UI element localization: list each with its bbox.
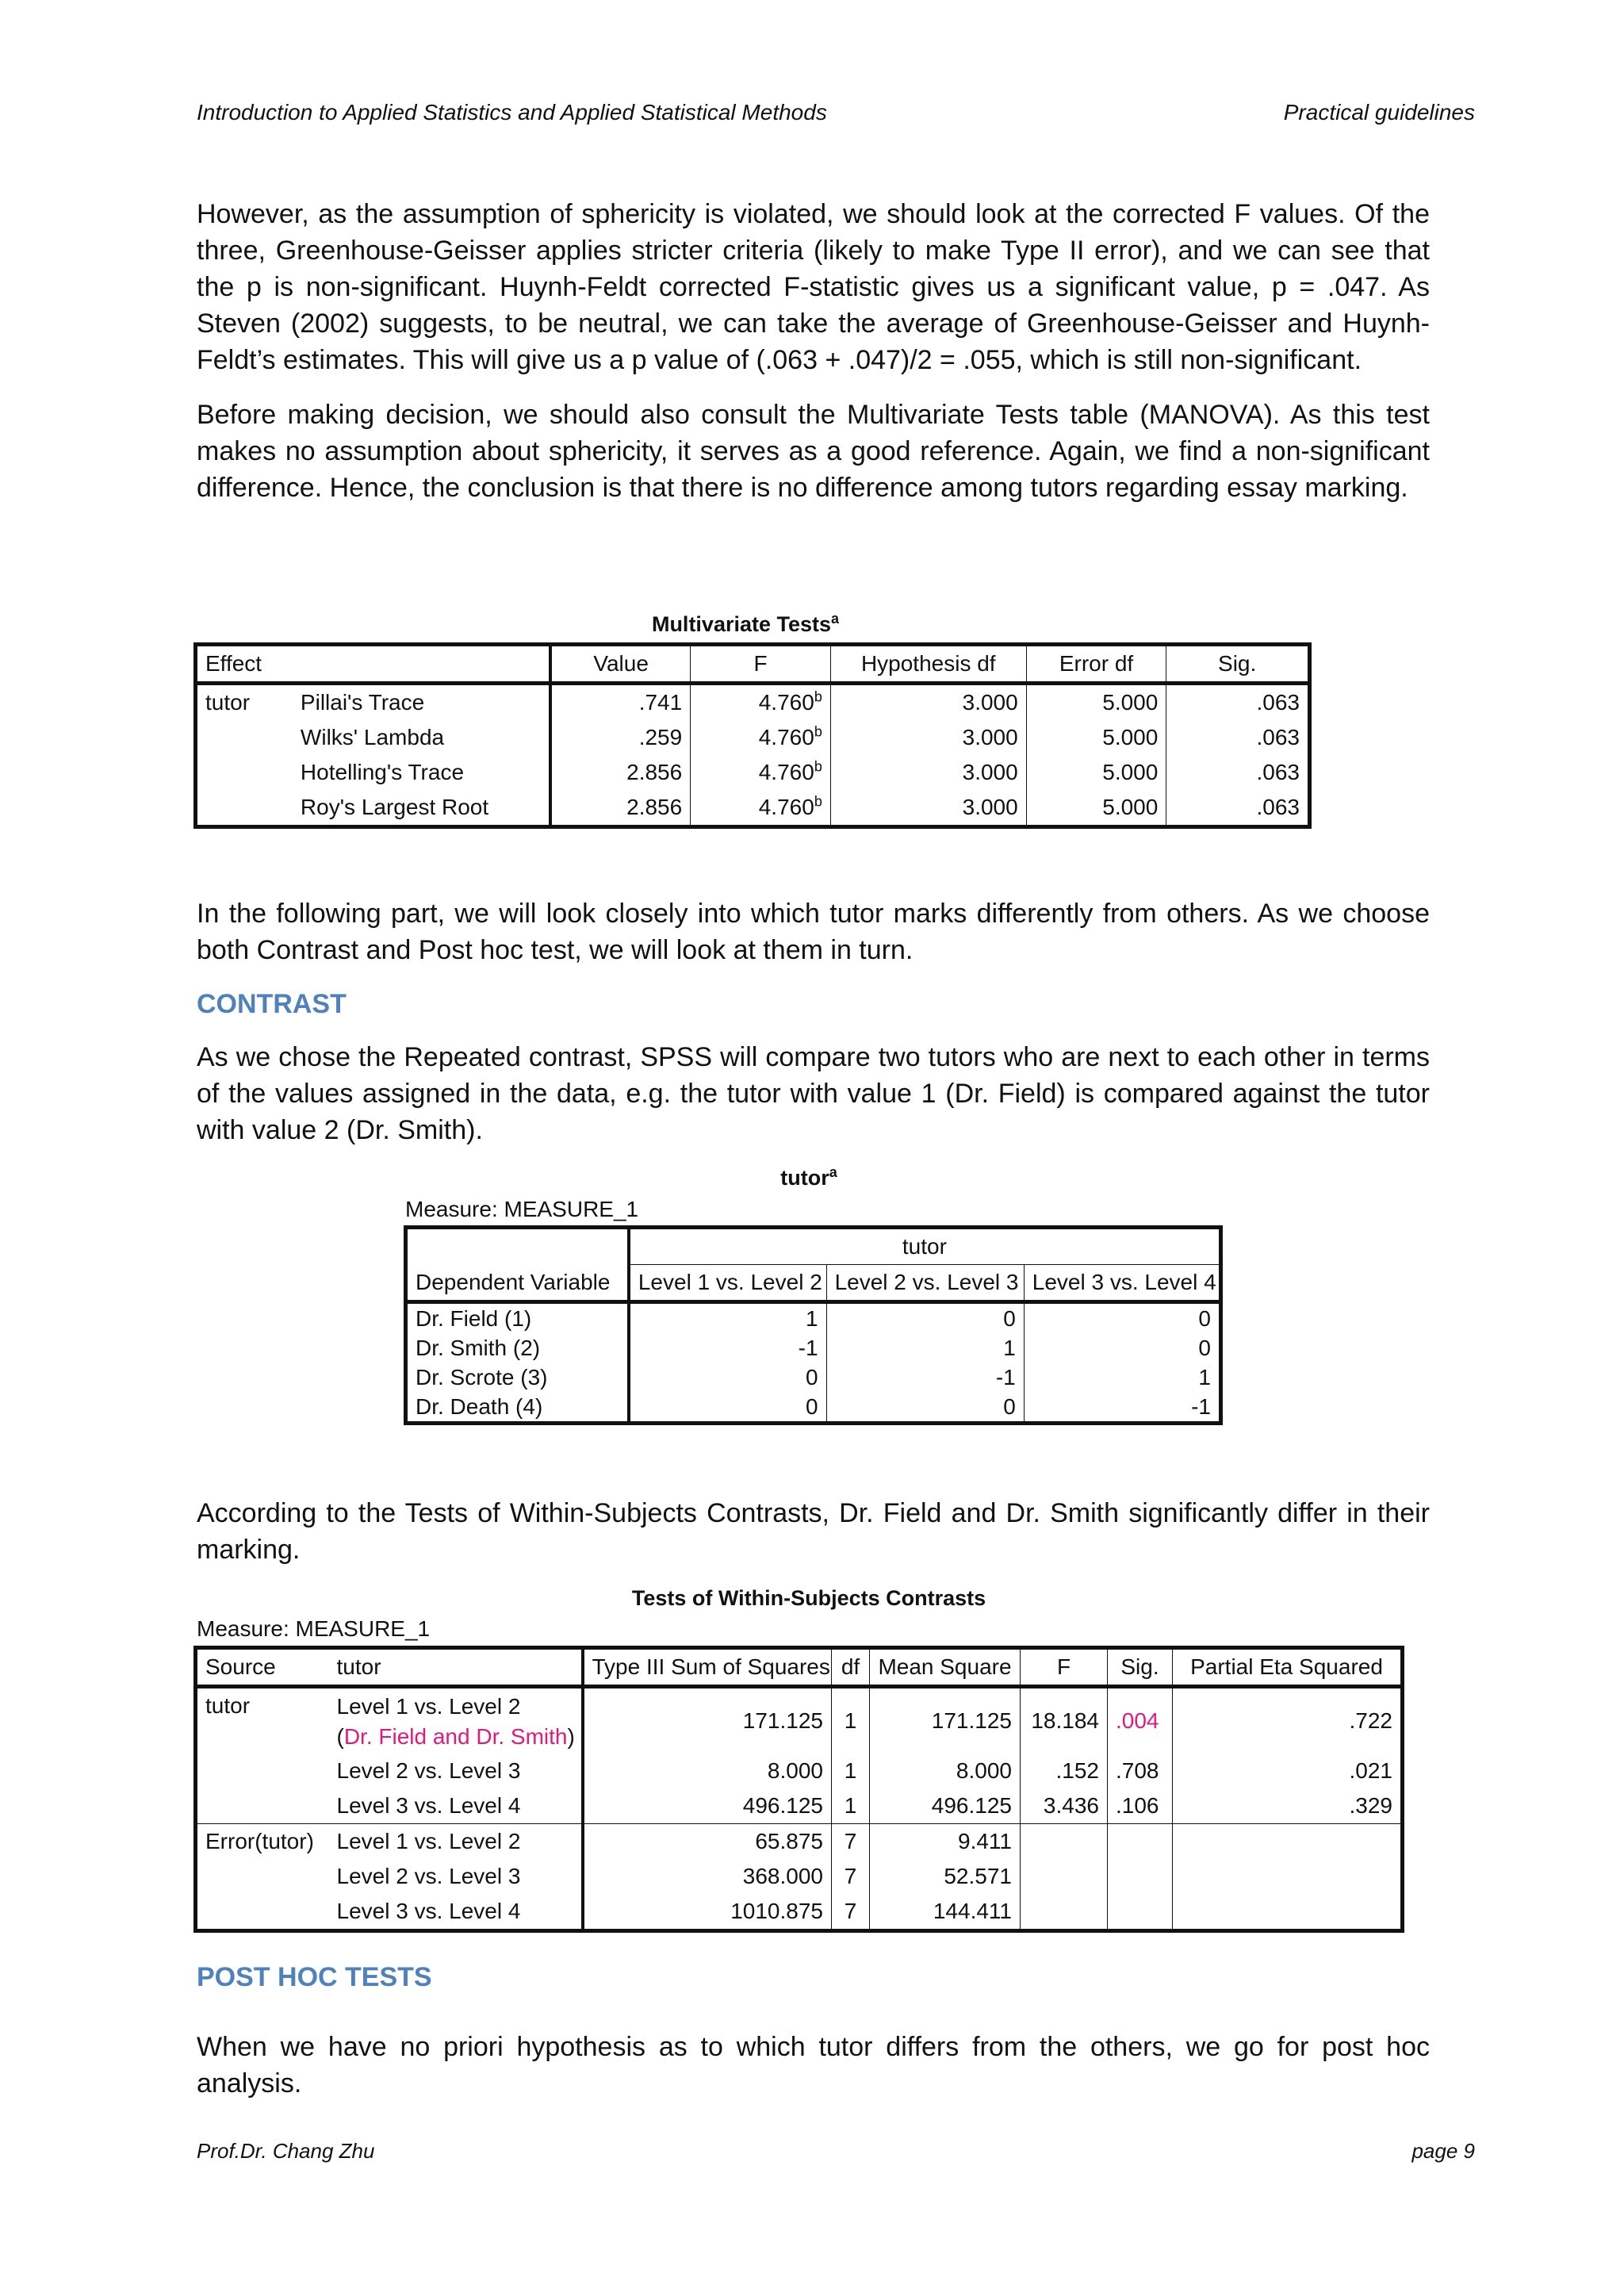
cell-f bbox=[691, 684, 831, 721]
contrast-header-row bbox=[406, 1265, 1221, 1302]
cell-error-df: 5.000 bbox=[1026, 790, 1166, 827]
cell-ss: 368.000 bbox=[583, 1859, 832, 1894]
contrast-measure-label: Measure: MEASURE_1 bbox=[405, 1197, 639, 1221]
cell-f: 3.436 bbox=[1021, 1788, 1108, 1824]
test-name: Pillai's Trace bbox=[300, 690, 425, 715]
cell-ms: 52.571 bbox=[870, 1859, 1021, 1894]
col-level3-vs-level4: Level 3 vs. Level 4 bbox=[1024, 1265, 1220, 1302]
source-error: Error(tutor) bbox=[205, 1828, 314, 1853]
cell-error-df: 5.000 bbox=[1026, 720, 1166, 755]
cell-ss: 8.000 bbox=[583, 1754, 832, 1788]
multivariate-title-text: Multivariate Tests bbox=[651, 612, 832, 636]
footer-author: Prof.Dr. Chang Zhu bbox=[197, 2139, 375, 2163]
cell-eta: .329 bbox=[1173, 1788, 1403, 1824]
dependent-variable-name: Dr. Scrote (3) bbox=[416, 1364, 548, 1389]
contrast-coefficient: 1 bbox=[629, 1302, 826, 1334]
cell-df: 1 bbox=[832, 1687, 870, 1754]
f-footnote: b bbox=[814, 793, 822, 810]
col-dependent-variable: Dependent Variable bbox=[416, 1269, 611, 1294]
col-mean-square: Mean Square bbox=[870, 1648, 1021, 1687]
table-row bbox=[406, 1392, 1221, 1424]
f-value: 4.760 bbox=[758, 795, 814, 819]
contrast-coefficient: 1 bbox=[826, 1333, 1024, 1363]
cell-sig: .708 bbox=[1108, 1754, 1173, 1788]
footer-page-number: page 9 bbox=[1411, 2139, 1475, 2163]
heading-contrast: CONTRAST bbox=[197, 989, 347, 1019]
cell-error-df: 5.000 bbox=[1026, 684, 1166, 721]
cell-f bbox=[691, 755, 831, 790]
note-open: ( bbox=[336, 1723, 344, 1749]
table-row bbox=[196, 1687, 1403, 1754]
dependent-variable-name: Dr. Death (4) bbox=[416, 1393, 543, 1419]
contrast-coefficient: 0 bbox=[1024, 1302, 1220, 1334]
col-df: df bbox=[832, 1648, 870, 1687]
within-header-row bbox=[196, 1648, 1403, 1687]
cell-value: 2.856 bbox=[550, 790, 691, 827]
contrast-group-header-row bbox=[406, 1228, 1221, 1265]
cell-hypothesis-df: 3.000 bbox=[830, 755, 1026, 790]
cell-f: 18.184 bbox=[1021, 1687, 1108, 1754]
cell-ss: 171.125 bbox=[583, 1687, 832, 1754]
cell-ms: 171.125 bbox=[870, 1687, 1021, 1754]
cell-ss: 65.875 bbox=[583, 1823, 832, 1859]
table-row bbox=[406, 1302, 1221, 1334]
multivariate-table-title bbox=[555, 612, 936, 637]
col-f: F bbox=[1021, 1648, 1108, 1687]
contrast-coefficient: 0 bbox=[629, 1392, 826, 1424]
cell-ms: 9.411 bbox=[870, 1823, 1021, 1859]
col-value: Value bbox=[550, 645, 691, 684]
cell-hypothesis-df: 3.000 bbox=[830, 790, 1026, 827]
col-sig: Sig. bbox=[1108, 1648, 1173, 1687]
contrast-coefficient: -1 bbox=[1024, 1392, 1220, 1424]
f-footnote: b bbox=[814, 758, 822, 775]
note-highlight: Dr. Field and Dr. Smith bbox=[343, 1723, 568, 1749]
contrast-title-footnote: a bbox=[829, 1164, 837, 1180]
col-level1-vs-level2: Level 1 vs. Level 2 bbox=[629, 1265, 826, 1302]
cell-f: .152 bbox=[1021, 1754, 1108, 1788]
f-value: 4.760 bbox=[758, 725, 814, 749]
f-footnote: b bbox=[814, 688, 822, 705]
within-contrasts-title: Tests of Within-Subjects Contrasts bbox=[631, 1586, 986, 1610]
cell-df: 7 bbox=[832, 1894, 870, 1931]
contrast-coefficients-table bbox=[404, 1225, 1223, 1425]
col-type3-ss: Type III Sum of Squares bbox=[583, 1648, 832, 1687]
contrast-coefficient: -1 bbox=[826, 1363, 1024, 1392]
cell-sig: .106 bbox=[1108, 1788, 1173, 1824]
contrast-coefficient: 0 bbox=[826, 1392, 1024, 1424]
multivariate-title-footnote: a bbox=[831, 611, 840, 627]
col-f: F bbox=[691, 645, 831, 684]
contrast-table-title bbox=[714, 1166, 904, 1190]
col-hypothesis-df: Hypothesis df bbox=[830, 645, 1026, 684]
within-measure-label: Measure: MEASURE_1 bbox=[197, 1616, 431, 1641]
test-name: Roy's Largest Root bbox=[300, 795, 489, 819]
contrast-coefficient: 0 bbox=[629, 1363, 826, 1392]
paragraph-within-subjects: According to the Tests of Within-Subjects Contrasts, Dr. Field and Dr. Smith significantly differ in their marking. bbox=[197, 1498, 1430, 1565]
cell-value: .259 bbox=[550, 720, 691, 755]
cell-ms: 496.125 bbox=[870, 1788, 1021, 1824]
test-name: Hotelling's Trace bbox=[300, 760, 465, 784]
contrast-title-text: tutor bbox=[780, 1166, 829, 1190]
level-label: Level 3 vs. Level 4 bbox=[336, 1792, 521, 1818]
test-name: Wilks' Lambda bbox=[300, 725, 445, 749]
table-row bbox=[196, 1754, 1403, 1788]
level-label: Level 1 vs. Level 2 bbox=[336, 1693, 521, 1719]
cell-value: .741 bbox=[550, 684, 691, 721]
cell-f bbox=[691, 790, 831, 827]
cell-df: 7 bbox=[832, 1823, 870, 1859]
col-sig: Sig. bbox=[1166, 645, 1310, 684]
col-effect: Effect bbox=[205, 651, 262, 676]
table-row bbox=[196, 1823, 1403, 1859]
level-label-with-note bbox=[329, 1687, 583, 1754]
col-source: Source bbox=[205, 1654, 276, 1679]
level-label: Level 2 vs. Level 3 bbox=[336, 1757, 521, 1783]
cell-df: 7 bbox=[832, 1859, 870, 1894]
col-error-df: Error df bbox=[1026, 645, 1166, 684]
cell-sig: .063 bbox=[1166, 720, 1310, 755]
level-label: Level 1 vs. Level 2 bbox=[336, 1828, 521, 1853]
table-row bbox=[196, 755, 1310, 790]
contrast-coefficient: -1 bbox=[629, 1333, 826, 1363]
table-row bbox=[196, 1859, 1403, 1894]
running-header-section: Practical guidelines bbox=[1283, 100, 1475, 125]
cell-f bbox=[691, 720, 831, 755]
table-row bbox=[406, 1363, 1221, 1392]
cell-ss: 496.125 bbox=[583, 1788, 832, 1824]
dependent-variable-name: Dr. Smith (2) bbox=[416, 1335, 541, 1360]
col-level2-vs-level3: Level 2 vs. Level 3 bbox=[826, 1265, 1024, 1302]
cell-sig: .063 bbox=[1166, 790, 1310, 827]
table-row bbox=[196, 720, 1310, 755]
f-value: 4.760 bbox=[758, 760, 814, 784]
f-footnote: b bbox=[814, 723, 822, 740]
level-label: Level 2 vs. Level 3 bbox=[336, 1863, 521, 1888]
cell-sig-highlight: .004 bbox=[1108, 1687, 1173, 1754]
multivariate-tests-table bbox=[193, 642, 1312, 829]
paragraph-manova: Before making decision, we should also consult the Multivariate Tests table (MANOVA). As this test makes no assumption about sphericity, it serves as a good reference. Again, we find a non-significant difference. Hence, the conclusion is that there is no difference among tutors regarding essay marking. bbox=[197, 400, 1430, 503]
col-tutor: tutor bbox=[336, 1654, 381, 1679]
table-row bbox=[196, 1788, 1403, 1824]
contrast-coefficient: 1 bbox=[1024, 1363, 1220, 1392]
contrast-coefficient: 0 bbox=[1024, 1333, 1220, 1363]
cell-sig: .063 bbox=[1166, 684, 1310, 721]
level-note bbox=[337, 1722, 573, 1752]
cell-eta: .722 bbox=[1173, 1687, 1403, 1754]
table-row bbox=[196, 790, 1310, 827]
contrast-coefficient: 0 bbox=[826, 1302, 1024, 1334]
paragraph-post-hoc: When we have no priori hypothesis as to which tutor differs from the others, we go for post hoc analysis. bbox=[197, 2032, 1430, 2099]
level-label: Level 3 vs. Level 4 bbox=[336, 1898, 521, 1923]
multivariate-header-row bbox=[196, 645, 1310, 684]
cell-ms: 8.000 bbox=[870, 1754, 1021, 1788]
cell-ms: 144.411 bbox=[870, 1894, 1021, 1931]
dependent-variable-name: Dr. Field (1) bbox=[416, 1305, 532, 1331]
running-header-title: Introduction to Applied Statistics and Applied Statistical Methods bbox=[197, 100, 827, 125]
cell-sig: .063 bbox=[1166, 755, 1310, 790]
table-row bbox=[406, 1333, 1221, 1363]
cell-value: 2.856 bbox=[550, 755, 691, 790]
cell-df: 1 bbox=[832, 1754, 870, 1788]
table-row bbox=[196, 684, 1310, 721]
paragraph-sphericity: However, as the assumption of sphericity is violated, we should look at the corrected F values. Of the three, Greenhouse-Geisser applies stricter criteria (likely to make Type II error), and we can see that the p is non-significant. Huynh-Feldt corrected F-statistic gives us a significant value, p = .047. As Steven (2002) suggests, to be neutral, we can take the average of Greenhouse-Geisser and Huynh-Feldt’s estimates. This will give us a p value of (.063 + .047)/2 = .055, which is still non-significant. bbox=[197, 199, 1430, 375]
effect-label: tutor bbox=[205, 690, 251, 715]
col-partial-eta: Partial Eta Squared bbox=[1173, 1648, 1403, 1687]
cell-df: 1 bbox=[832, 1788, 870, 1824]
contrast-group-header: tutor bbox=[629, 1228, 1221, 1265]
note-close: ) bbox=[567, 1723, 575, 1749]
cell-error-df: 5.000 bbox=[1026, 755, 1166, 790]
paragraph-following-part: In the following part, we will look closely into which tutor marks differently from others. As we choose both Contrast and Post hoc test, we will look at them in turn. bbox=[197, 899, 1430, 965]
within-subjects-contrasts-table bbox=[193, 1646, 1404, 1933]
f-value: 4.760 bbox=[758, 690, 814, 715]
cell-hypothesis-df: 3.000 bbox=[830, 720, 1026, 755]
cell-eta: .021 bbox=[1173, 1754, 1403, 1788]
cell-ss: 1010.875 bbox=[583, 1894, 832, 1931]
paragraph-repeated-contrast: As we chose the Repeated contrast, SPSS will compare two tutors who are next to each other in terms of the values assigned in the data, e.g. the tutor with value 1 (Dr. Field) is compared against the tutor with value 2 (Dr. Smith). bbox=[197, 1042, 1430, 1145]
cell-hypothesis-df: 3.000 bbox=[830, 684, 1026, 721]
heading-post-hoc-tests: POST HOC TESTS bbox=[197, 1962, 432, 1992]
table-row bbox=[196, 1894, 1403, 1931]
source-tutor: tutor bbox=[205, 1693, 251, 1718]
